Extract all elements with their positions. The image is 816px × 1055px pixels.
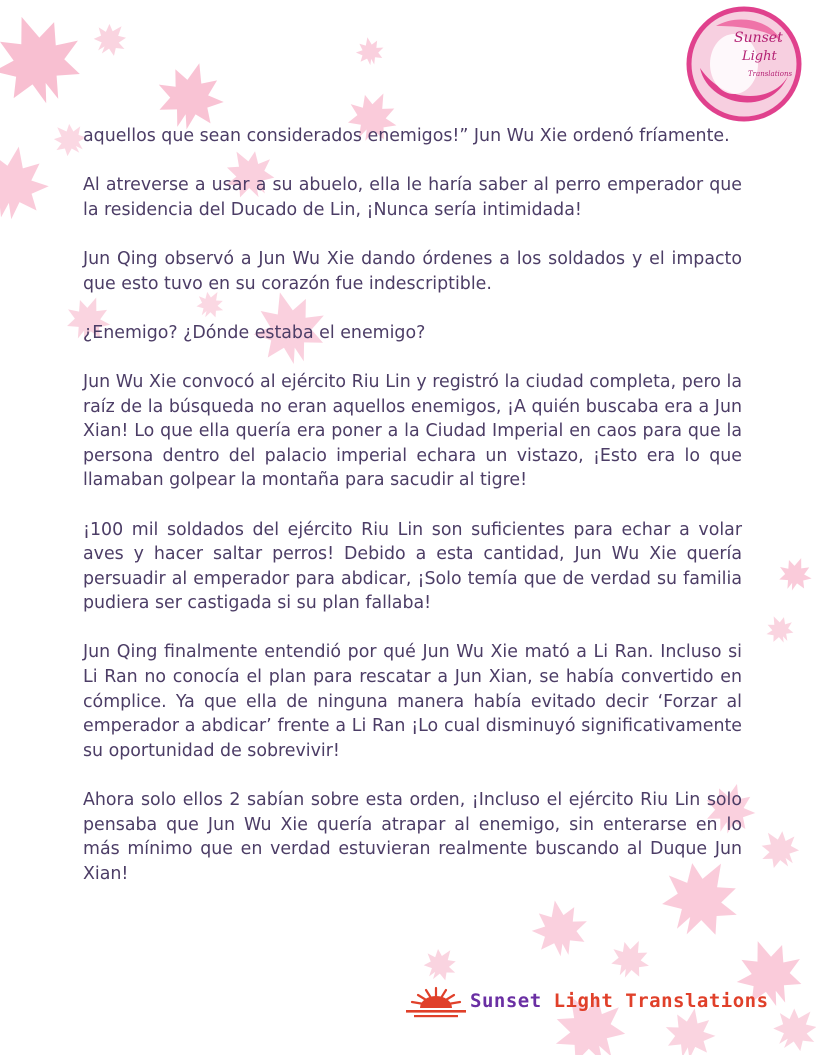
leaf-icon (354, 35, 386, 67)
chapter-text (83, 124, 742, 911)
logo-line2: Light (742, 49, 777, 64)
paragraph: Jun Qing observó a Jun Wu Xie dando órdenes a los soldados y el impacto que esto tuvo en su corazón fue indescriptible. (83, 248, 742, 294)
footer-word-light: Light (553, 990, 614, 1012)
sunset-sun-icon (404, 984, 468, 1020)
paragraph: aquellos que sean considerados enemigos!” Jun Wu Xie ordenó fríamente. (83, 126, 730, 146)
leaf-icon (774, 552, 816, 595)
paragraph: Jun Wu Xie convocó al ejército Riu Lin y registró la ciudad completa, pero la raíz de la búsqueda no eran aquellos enemigos, ¡A quién buscaba era a Jun Xian! Lo que ella quería era poner a la Ciudad Imperial en caos para que la persona dentro del palacio imperial echara un vistazo, ¡Esto era lo que llamaban golpear la montaña para sacudir al tigre! (83, 371, 742, 491)
leaf-icon (0, 2, 94, 117)
logo-line3: Translations (748, 70, 793, 78)
paragraph: Al atreverse a usar a su abuelo, ella le haría saber al perro emperador que la residencia del Ducado de Lin, ¡Nunca sería intimidada! (83, 175, 742, 220)
leaf-icon (764, 997, 816, 1055)
leaf-icon (87, 15, 134, 62)
leaf-icon (0, 140, 55, 224)
footer-logo (404, 984, 769, 1020)
sunset-light-logo-icon (686, 6, 802, 122)
paragraph: Jun Qing finalmente entendió por qué Jun Wu Xie mató a Li Ran. Incluso si Li Ran no conocía el plan para rescatar a Jun Xian, se había convertido en cómplice. Ya que ella de ninguna manera había evitado decir ‘Forzar al emperador a abdicar’ frente a Li Ran ¡Lo cual disminuyó significativamente su oportunidad de sobrevivir! (83, 642, 742, 761)
footer-word-translations: Translations (625, 990, 769, 1012)
leaf-icon (417, 941, 464, 988)
paragraph: Ahora solo ellos 2 sabían sobre esta orden, ¡Incluso el ejército Riu Lin solo pensaba que Jun Wu Xie quería atrapar al enemigo, sin enterarse en lo más mínimo que en verdad estuvieran realmente buscando al Duque Jun Xian! (83, 790, 742, 884)
leaf-icon (761, 610, 798, 647)
logo-line1: Sunset (734, 30, 783, 46)
paragraph: ¡100 mil soldados del ejército Riu Lin son suficientes para echar a volar aves y hacer saltar perros! Debido a esta cantidad, Jun Wu Xie quería persuadir al emperador para abdicar, ¡Solo temía que de verdad su familia pudiera ser castigada si su plan fallaba! (83, 519, 742, 614)
leaf-icon (752, 822, 807, 877)
paragraph: ¿Enemigo? ¿Dónde estaba el enemigo? (83, 322, 426, 343)
footer-word-sunset: Sunset (470, 990, 542, 1012)
leaf-icon (605, 933, 657, 985)
footer-brand-text (470, 990, 769, 1012)
